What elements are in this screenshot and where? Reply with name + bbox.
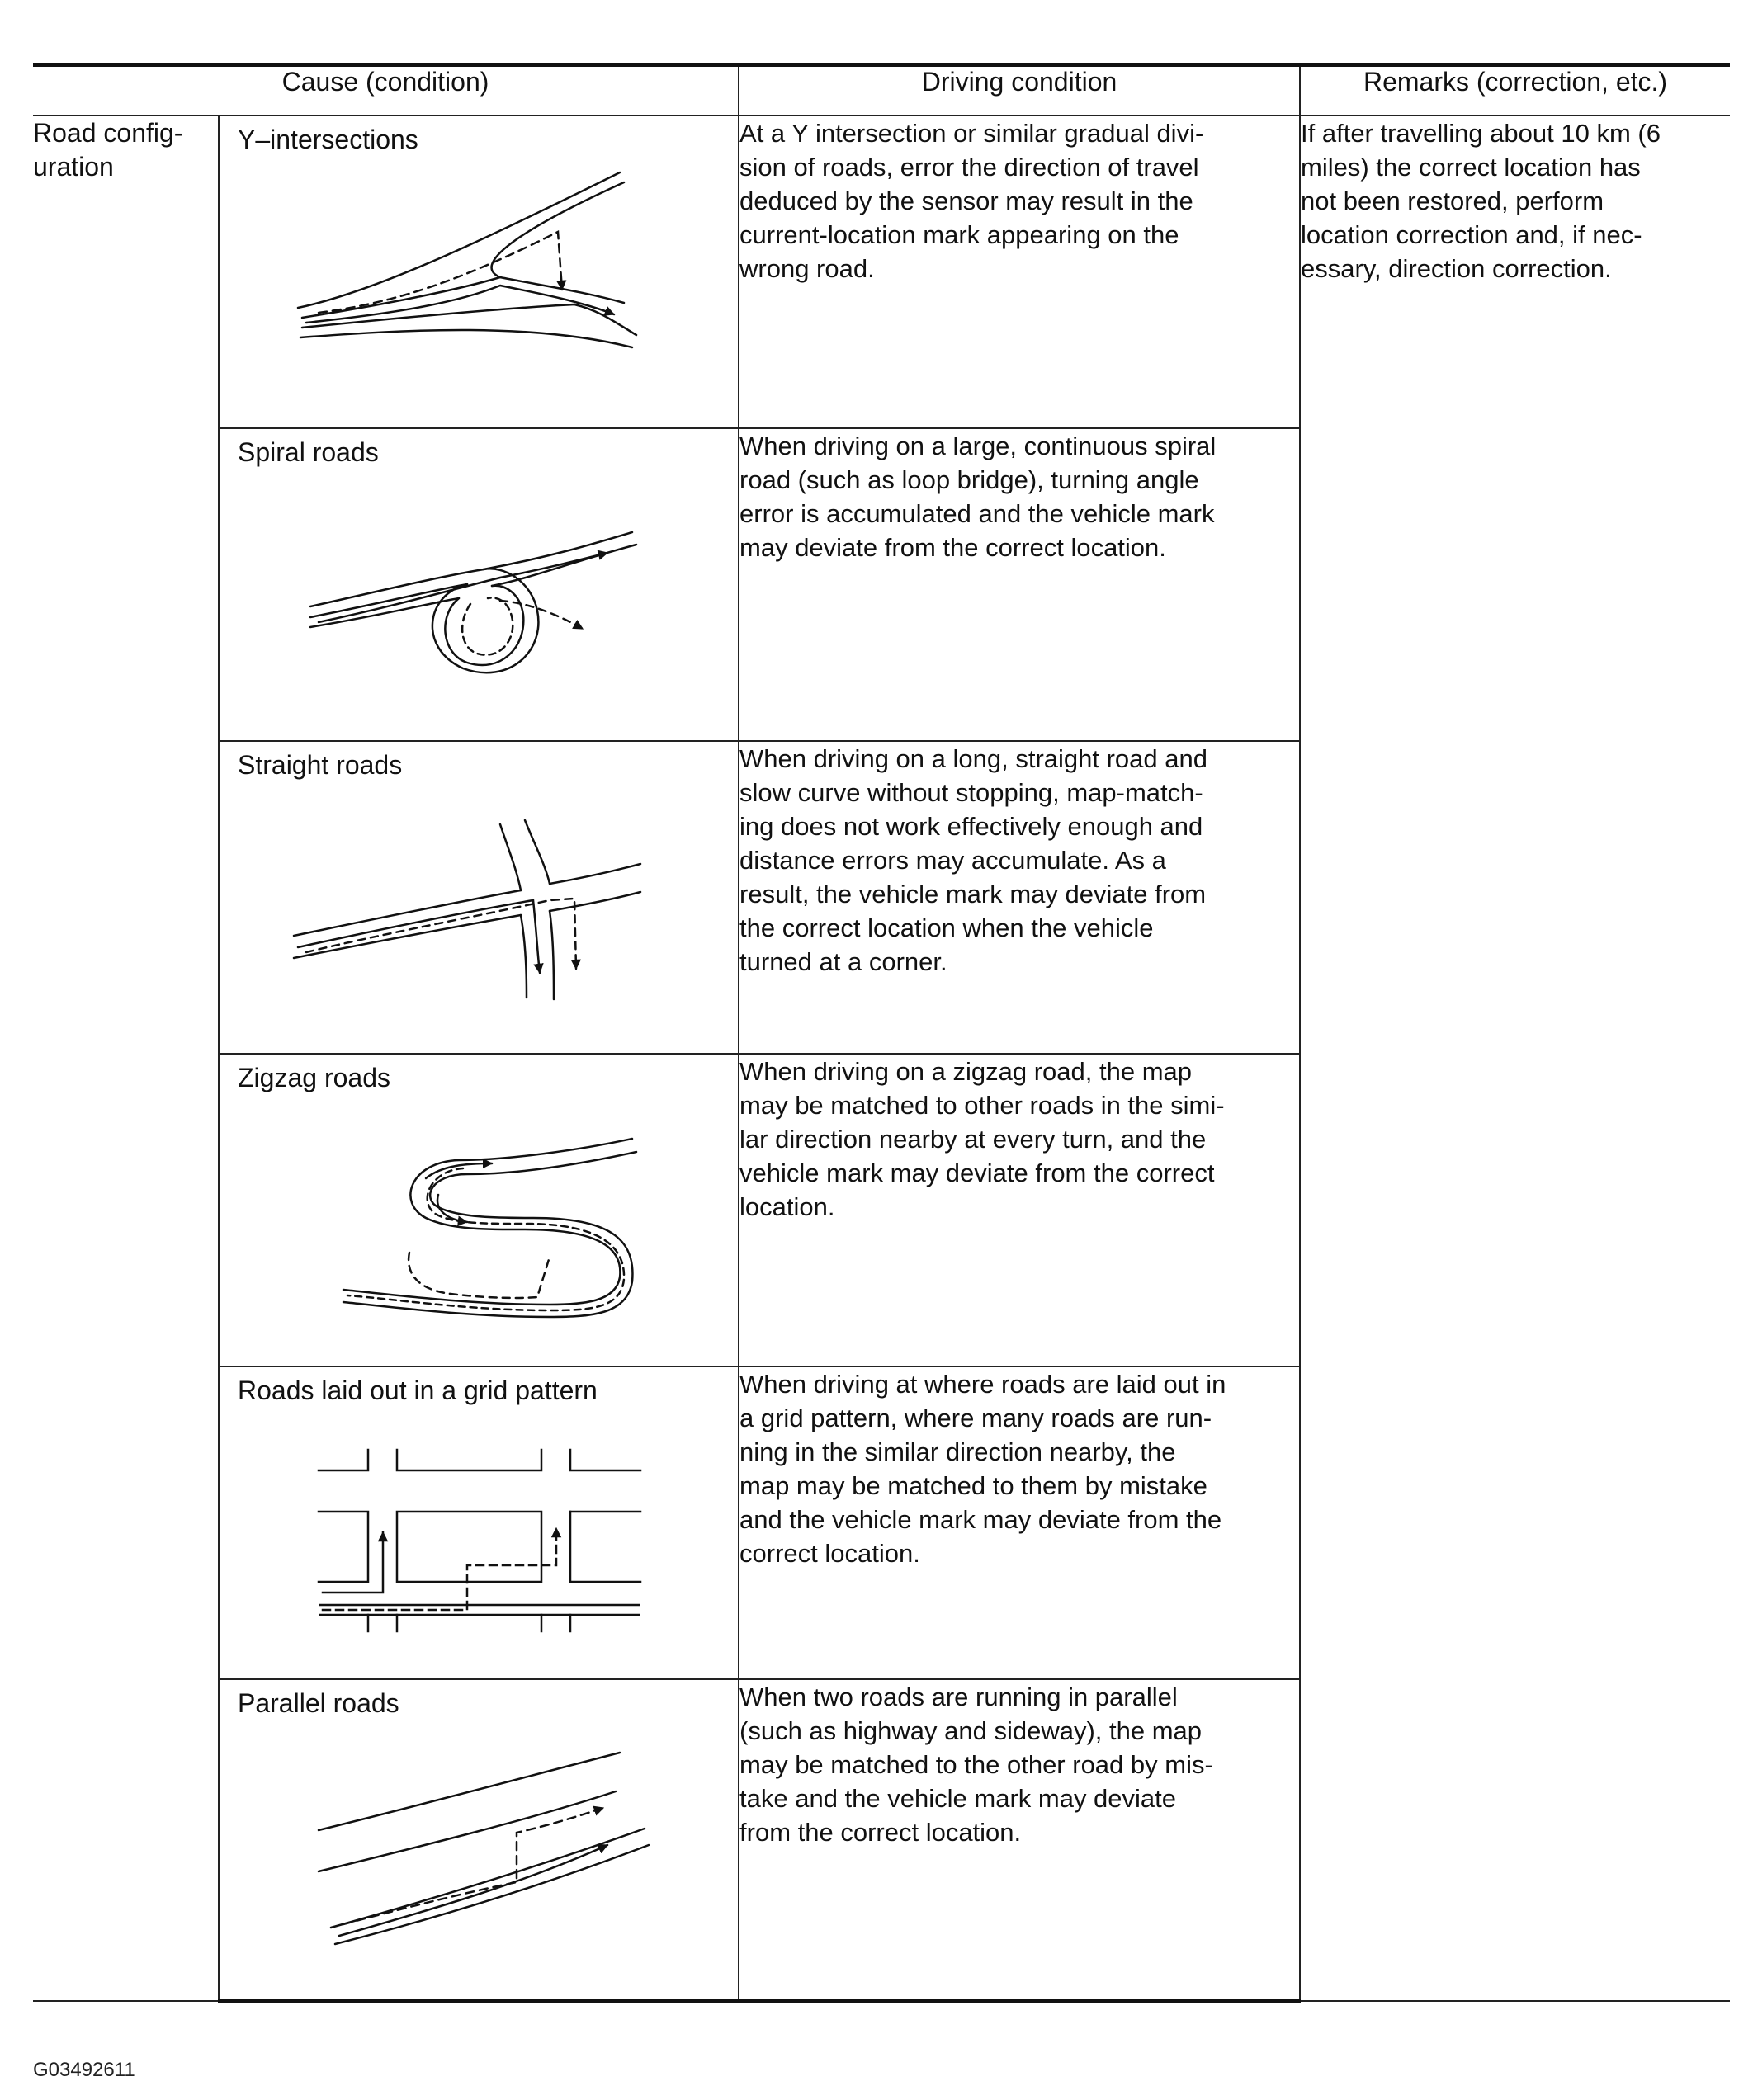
cause-label-grid-roads: Roads laid out in a grid pattern xyxy=(238,1376,598,1405)
condition-line: ing does not work effectively enough and xyxy=(739,812,1203,841)
zigzag-road-diagram xyxy=(220,1055,739,1366)
grid-road-diagram xyxy=(220,1367,739,1678)
condition-line: a grid pattern, where many roads are run- xyxy=(739,1404,1212,1432)
cause-label-straight-roads: Straight roads xyxy=(238,750,403,780)
condition-cell-spiral-roads xyxy=(739,428,1300,741)
spiral-road-diagram xyxy=(220,429,739,740)
condition-line: wrong road. xyxy=(739,254,875,283)
remarks-line: essary, direction correction. xyxy=(1301,254,1612,283)
condition-line: road (such as loop bridge), turning angle xyxy=(739,465,1199,494)
condition-cell-y-intersections xyxy=(739,116,1300,428)
condition-line: take and the vehicle mark may deviate xyxy=(739,1784,1177,1813)
condition-line: error is accumulated and the vehicle mark xyxy=(739,499,1215,528)
cause-cell-grid-roads xyxy=(219,1366,739,1679)
condition-line: When two roads are running in parallel xyxy=(739,1682,1178,1711)
cause-label-zigzag-roads: Zigzag roads xyxy=(238,1063,390,1092)
condition-line: When driving at where roads are laid out in xyxy=(739,1370,1226,1399)
condition-line: At a Y intersection or similar gradual divi- xyxy=(739,119,1204,148)
cause-cell-parallel-roads xyxy=(219,1679,739,2001)
condition-line: distance errors may accumulate. As a xyxy=(739,846,1166,875)
condition-line: slow curve without stopping, map-match- xyxy=(739,778,1203,807)
straight-road-diagram xyxy=(220,742,739,1053)
condition-line: may be matched to the other road by mis- xyxy=(739,1750,1213,1779)
condition-line: the correct location when the vehicle xyxy=(739,913,1154,942)
header-cause: Cause (condition) xyxy=(33,65,739,116)
condition-cell-grid-roads xyxy=(739,1366,1300,1679)
header-driving-condition: Driving condition xyxy=(739,65,1300,116)
cause-cell-straight-roads xyxy=(219,741,739,1054)
condition-line: and the vehicle mark may deviate from the xyxy=(739,1505,1222,1534)
remarks-line: location correction and, if nec- xyxy=(1301,220,1642,249)
cause-cell-y-intersections xyxy=(219,116,739,428)
condition-line: correct location. xyxy=(739,1539,920,1568)
condition-line: result, the vehicle mark may deviate from xyxy=(739,880,1207,908)
condition-line: location. xyxy=(739,1192,835,1221)
parallel-road-diagram xyxy=(220,1680,739,1999)
road-configuration-table xyxy=(33,63,1730,2003)
cause-cell-zigzag-roads xyxy=(219,1054,739,1366)
cause-label-parallel-roads: Parallel roads xyxy=(238,1688,399,1718)
condition-line: When driving on a zigzag road, the map xyxy=(739,1057,1192,1086)
category-cell xyxy=(33,116,219,2001)
condition-line: from the correct location. xyxy=(739,1818,1022,1847)
condition-line: may deviate from the correct location. xyxy=(739,533,1166,562)
condition-line: ning in the similar direction nearby, the xyxy=(739,1437,1176,1466)
figure-code: G03492611 xyxy=(33,2059,135,2081)
remarks-line: not been restored, perform xyxy=(1301,186,1604,215)
cause-label-spiral-roads: Spiral roads xyxy=(238,437,379,467)
remarks-cell xyxy=(1300,116,1730,2001)
category-line-2: uration xyxy=(33,152,114,182)
condition-line: vehicle mark may deviate from the correct xyxy=(739,1159,1215,1187)
cause-cell-spiral-roads xyxy=(219,428,739,741)
condition-line: lar direction nearby at every turn, and the xyxy=(739,1125,1207,1154)
condition-line: When driving on a large, continuous spiral xyxy=(739,432,1217,460)
y-intersection-diagram xyxy=(220,116,739,427)
condition-line: sion of roads, error the direction of travel xyxy=(739,153,1199,182)
condition-line: may be matched to other roads in the simi- xyxy=(739,1091,1225,1120)
condition-line: current-location mark appearing on the xyxy=(739,220,1179,249)
remarks-line: If after travelling about 10 km (6 xyxy=(1301,119,1661,148)
condition-cell-straight-roads xyxy=(739,741,1300,1054)
condition-cell-zigzag-roads xyxy=(739,1054,1300,1366)
condition-line: turned at a corner. xyxy=(739,947,947,976)
header-remarks: Remarks (correction, etc.) xyxy=(1300,65,1730,116)
condition-line: map may be matched to them by mistake xyxy=(739,1471,1207,1500)
condition-line: (such as highway and sideway), the map xyxy=(739,1716,1203,1745)
category-line-1: Road config- xyxy=(33,118,183,148)
remarks-line: miles) the correct location has xyxy=(1301,153,1641,182)
condition-cell-parallel-roads xyxy=(739,1679,1300,2001)
condition-line: deduced by the sensor may result in the xyxy=(739,186,1193,215)
condition-line: When driving on a long, straight road and xyxy=(739,744,1207,773)
cause-label-y-intersections: Y–intersections xyxy=(238,125,418,154)
